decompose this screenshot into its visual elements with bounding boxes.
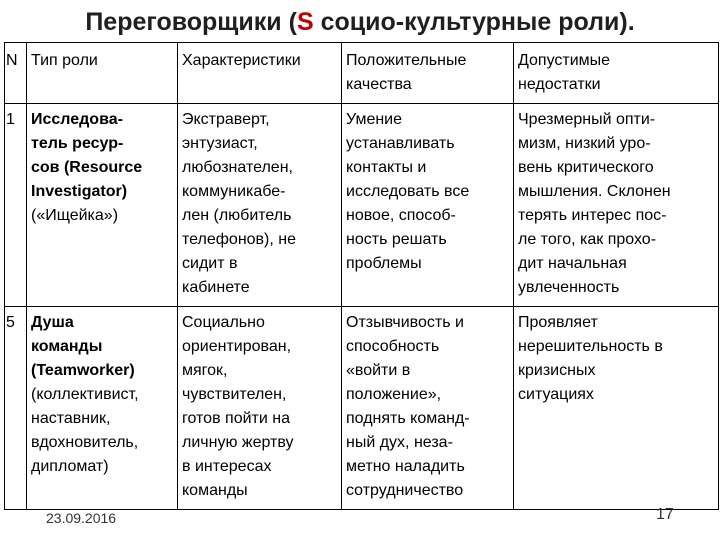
header-positive-qualities	[342, 43, 514, 104]
text-line: чувствителен,	[182, 386, 287, 403]
text-line: Социально	[182, 314, 265, 331]
text-line: вень критического	[518, 159, 654, 176]
text-line: команды	[182, 482, 248, 499]
positive-qualities-cell	[342, 307, 514, 510]
header-positive-line: качества	[346, 76, 412, 93]
text-line: Умение	[346, 111, 403, 128]
text-line: исследовать все	[346, 183, 470, 200]
text-line: любознателен,	[182, 159, 293, 176]
text-line: ный дух, неза-	[346, 434, 453, 451]
positive-qualities-cell	[342, 104, 514, 307]
page-number: 17	[656, 506, 674, 523]
characteristics-cell	[178, 104, 342, 307]
role-name-line: Душа	[31, 314, 74, 331]
row-number: 1	[5, 104, 27, 307]
weaknesses-cell	[514, 104, 719, 307]
text-line: способность	[346, 338, 440, 355]
title-accent: S	[296, 8, 314, 36]
header-role-type: Тип роли	[27, 43, 178, 104]
footer-date: 23.09.2016	[46, 510, 117, 526]
role-alias-line: дипломат)	[31, 458, 109, 475]
text-line: коммуникабе-	[182, 183, 286, 200]
table-row	[5, 104, 719, 307]
role-alias-line: вдохновитель,	[31, 434, 139, 451]
text-line: мышления. Склонен	[518, 183, 671, 200]
text-line: положение»,	[346, 386, 442, 403]
header-weakness-line: недостатки	[518, 76, 601, 93]
text-line: Чрезмерный опти-	[518, 111, 656, 128]
role-name-line: Investigator)	[31, 183, 128, 200]
text-line: сидит в	[182, 255, 238, 272]
text-line: личную жертву	[182, 434, 294, 451]
header-number: N	[5, 43, 27, 104]
text-line: контакты и	[346, 159, 427, 176]
role-name-line: сов (Resource	[31, 159, 143, 176]
role-name-line: Исследова-	[31, 111, 123, 128]
text-line: сотрудничество	[346, 482, 464, 499]
text-line: Отзывчивость и	[346, 314, 464, 331]
text-line: нерешительность в	[518, 338, 663, 355]
text-line: лен (любитель	[182, 207, 292, 224]
table-header-row	[5, 43, 719, 104]
text-line: мягок,	[182, 362, 228, 379]
role-alias-line: («Ищейка»)	[31, 207, 119, 224]
header-characteristics: Характеристики	[178, 43, 342, 104]
text-line: устанавливать	[346, 135, 455, 152]
text-line: Проявляет	[518, 314, 598, 331]
text-line: «войти в	[346, 362, 411, 379]
text-line: телефонов), не	[182, 231, 296, 248]
text-line: в интересах	[182, 458, 272, 475]
role-name-line: (Teamworker)	[31, 362, 135, 379]
role-type-cell	[27, 104, 178, 307]
text-line: ность решать	[346, 231, 447, 248]
text-line: терять интерес пос-	[518, 207, 667, 224]
header-weakness-line: Допустимые	[518, 52, 611, 69]
text-line: увлеченность	[518, 279, 620, 296]
role-type-cell	[27, 307, 178, 510]
row-number: 5	[5, 307, 27, 510]
text-line: Экстраверт,	[182, 111, 270, 128]
role-alias-line: (коллективист,	[31, 386, 139, 403]
role-name-line: тель ресур-	[31, 135, 124, 152]
role-name-line: команды	[31, 338, 103, 355]
role-alias-line: наставник,	[31, 410, 111, 427]
text-line: проблемы	[346, 255, 422, 272]
text-line: новое, способ-	[346, 207, 456, 224]
text-line: мизм, низкий уро-	[518, 135, 651, 152]
roles-table	[4, 42, 719, 510]
text-line: кризисных	[518, 362, 596, 379]
header-weaknesses	[514, 43, 719, 104]
text-line: поднять команд-	[346, 410, 470, 427]
title-main: Переговорщики (	[85, 8, 297, 36]
text-line: кабинете	[182, 279, 250, 296]
characteristics-cell	[178, 307, 342, 510]
text-line: ориентирован,	[182, 338, 292, 355]
header-positive-line: Положительные	[346, 52, 467, 69]
text-line: готов пойти на	[182, 410, 290, 427]
weaknesses-cell	[514, 307, 719, 510]
page-title	[0, 8, 720, 37]
text-line: ле того, как прохо-	[518, 231, 657, 248]
table-row	[5, 307, 719, 510]
title-rest: социо-культурные роли).	[313, 8, 635, 36]
text-line: метно наладить	[346, 458, 465, 475]
text-line: дит начальная	[518, 255, 627, 272]
text-line: энтузиаст,	[182, 135, 258, 152]
text-line: ситуациях	[518, 386, 594, 403]
